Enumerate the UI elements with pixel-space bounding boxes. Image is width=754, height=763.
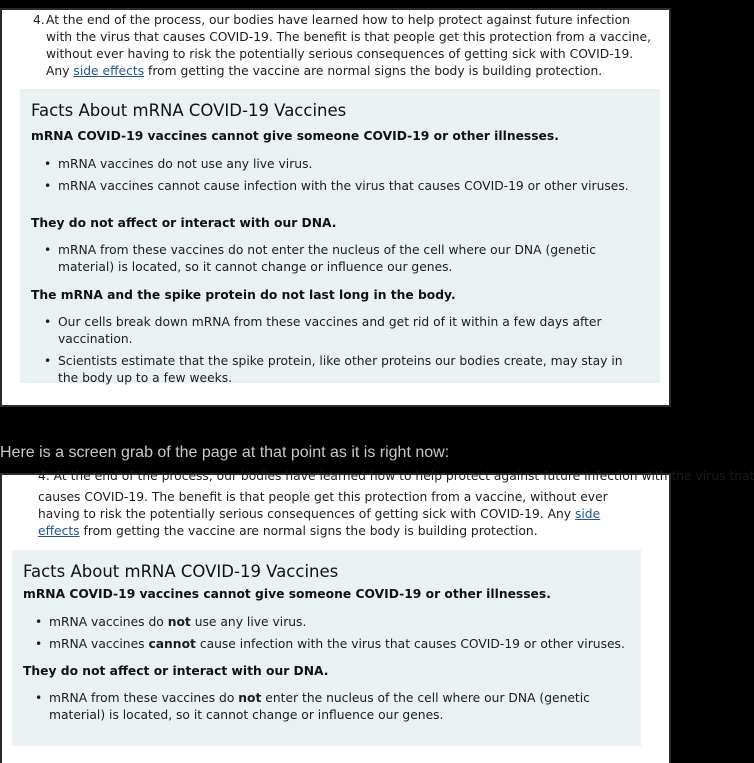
screenshot-current <box>0 469 754 763</box>
step-text-before-link: At the end of the process, our bodies have learned how to help protect against future infection with the virus that causes COVID-19. The benefit is that people get this protection from a vaccine, without ever having to risk the potentially serious consequences of getting sick with COVID-19. Any <box>46 13 652 78</box>
list-item: • mRNA from these vaccines do not enter the nucleus of the cell where our DNA (genetic material) is located, so it cannot change or influence our genes. <box>44 243 596 274</box>
list-item: • mRNA vaccines cannot cause infection with the virus that causes COVID-19 or other viruses. <box>35 637 625 651</box>
section1-heading: mRNA COVID-19 vaccines cannot give someone COVID-19 or other illnesses. <box>31 129 559 143</box>
list-item: • Scientists estimate that the spike protein, like other proteins our bodies create, may stay in the body up to a few weeks. <box>44 354 623 385</box>
current-step-text-after-link: from getting the vaccine are normal signs the body is building protection. <box>79 524 538 538</box>
list-item: • Our cells break down mRNA from these vaccines and get rid of it within a few days after vaccination. <box>44 315 602 346</box>
cut-off-line: 4. At the end of the process, our bodies have learned how to help protect against future infection with the virus that <box>38 469 754 483</box>
section2-list <box>44 242 638 276</box>
step-4-paragraph <box>33 12 658 80</box>
current-step-paragraph <box>38 489 638 540</box>
bullet-icon: • <box>44 179 52 193</box>
list-item: • mRNA from these vaccines do not enter the nucleus of the cell where our DNA (genetic material) is located, so it cannot change or influence our genes. <box>35 691 590 722</box>
list-item: • mRNA vaccines do not use any live virus. <box>44 157 313 171</box>
side-effects-link[interactable]: side effects <box>73 64 145 78</box>
section3-heading: The mRNA and the spike protein do not last long in the body. <box>31 288 456 302</box>
bullet-icon: • <box>35 691 43 705</box>
current-section1-list <box>35 614 629 653</box>
section2-heading: They do not affect or interact with our DNA. <box>31 216 337 230</box>
bullet-icon: • <box>44 354 52 368</box>
list-item: • mRNA vaccines do not use any live virus. <box>35 615 307 629</box>
list-item: • mRNA vaccines cannot cause infection with the virus that causes COVID-19 or other viruses. <box>44 179 629 193</box>
current-step-text-before-link: causes COVID-19. The benefit is that people get this protection from a vaccine, without ever having to risk the potentially serious consequences of getting sick with COVID-19. Any <box>38 490 608 521</box>
screenshot-original <box>0 8 671 407</box>
bullet-icon: • <box>35 637 43 651</box>
bullet-icon: • <box>35 615 43 629</box>
section3-list <box>44 314 638 387</box>
current-section2-list <box>35 690 619 724</box>
bullet-icon: • <box>44 157 52 171</box>
current-side-effects-link[interactable]: side effects <box>38 507 601 538</box>
current-facts-title: Facts About mRNA COVID-19 Vaccines <box>23 562 339 581</box>
facts-callout <box>20 89 660 383</box>
current-section2-heading: They do not affect or interact with our DNA. <box>23 664 329 678</box>
bullet-icon: • <box>44 315 52 329</box>
caption-text: Here is a screen grab of the page at that point as it is right now: <box>0 444 450 461</box>
section1-list <box>44 156 650 195</box>
current-section1-heading: mRNA COVID-19 vaccines cannot give someone COVID-19 or other illnesses. <box>23 587 551 601</box>
step-text-after-link: from getting the vaccine are normal signs the body is building protection. <box>144 64 603 78</box>
current-facts-callout <box>12 550 641 746</box>
step-number: 4. <box>33 13 45 27</box>
bullet-icon: • <box>44 243 52 257</box>
facts-title: Facts About mRNA COVID-19 Vaccines <box>31 101 347 120</box>
